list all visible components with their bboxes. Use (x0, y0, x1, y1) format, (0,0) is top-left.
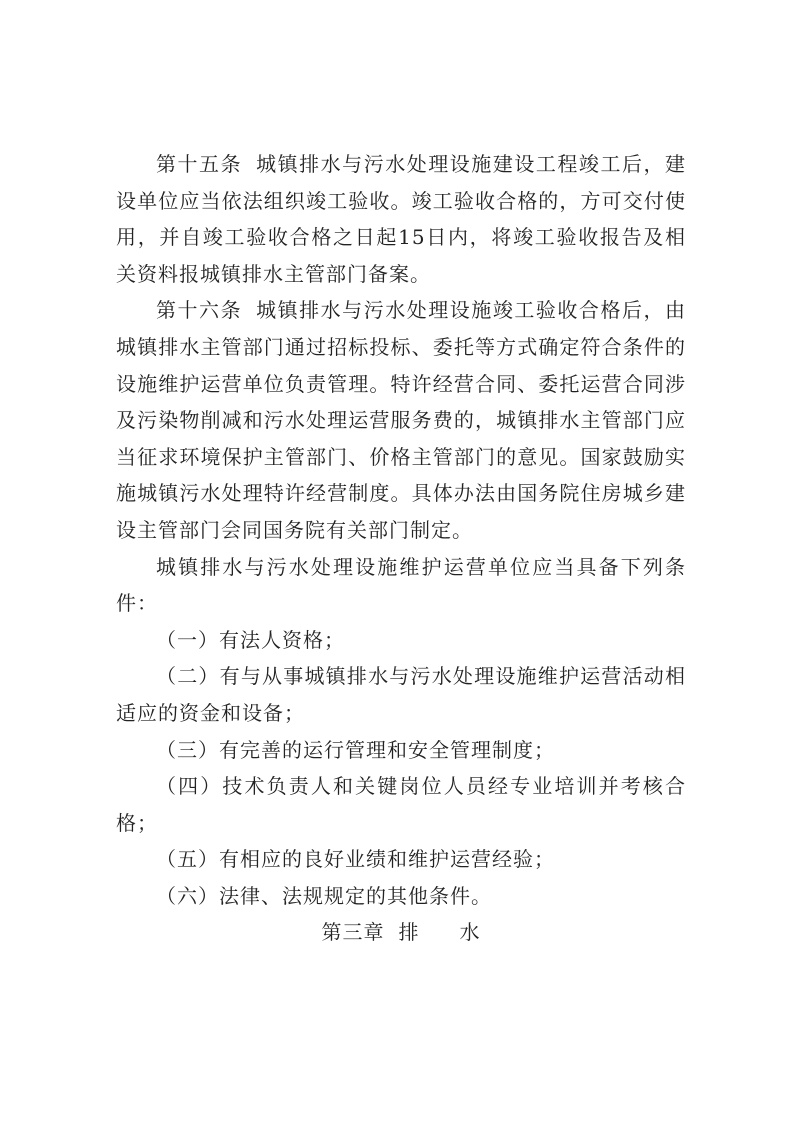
chapter-title-char-2: 水 (459, 920, 481, 945)
article-15-text: 城镇排水与污水处理设施建设工程竣工后，建设单位应当依法组织竣工验收。竣工验收合格的，方可交付使用，并自竣工验收合格之日起15日内，将竣工验收报告及相关资料报城镇排水主管部门备案。 (116, 152, 687, 286)
article-16 (116, 292, 686, 548)
article-16-text: 城镇排水与污水处理设施竣工验收合格后，由城镇排水主管部门通过招标投标、委托等方式确定符合条件的设施维护运营单位负责管理。特许经营合同、委托运营合同涉及污染物削减和污水处理运营服务费的，城镇排水主管部门应当征求环境保护主管部门、价格主管部门的意见。国家鼓励实施城镇污水处理特许经营制度。具体办法由国务院住房城乡建设主管部门会同国务院有关部门制定。 (116, 298, 687, 542)
article-15-number: 第十五条 (156, 152, 243, 176)
chapter-title-char-1: 排 (398, 920, 420, 945)
condition-item-3: （三）有完善的运行管理和安全管理制度； (156, 737, 555, 762)
article-16-number: 第十六条 (156, 298, 243, 323)
article-15 (116, 146, 686, 292)
conditions-intro: 城镇排水与污水处理设施维护运营单位应当具备下列条件： (116, 554, 686, 616)
chapter-number: 第三章 (321, 920, 385, 945)
condition-item-1: （一）有法人资格； (156, 627, 345, 652)
chapter-heading (116, 914, 686, 951)
condition-item-2: （二）有与从事城镇排水与污水处理设施维护运营活动相适应的资金和设备； (116, 664, 686, 725)
condition-item-5: （五）有相应的良好业绩和维护运营经验； (156, 847, 555, 872)
document-body (116, 146, 686, 951)
condition-item-4: （四）技术负责人和关键岗位人员经专业培训并考核合格； (116, 774, 686, 835)
condition-item-6: （六）法律、法规规定的其他条件。 (156, 883, 492, 908)
